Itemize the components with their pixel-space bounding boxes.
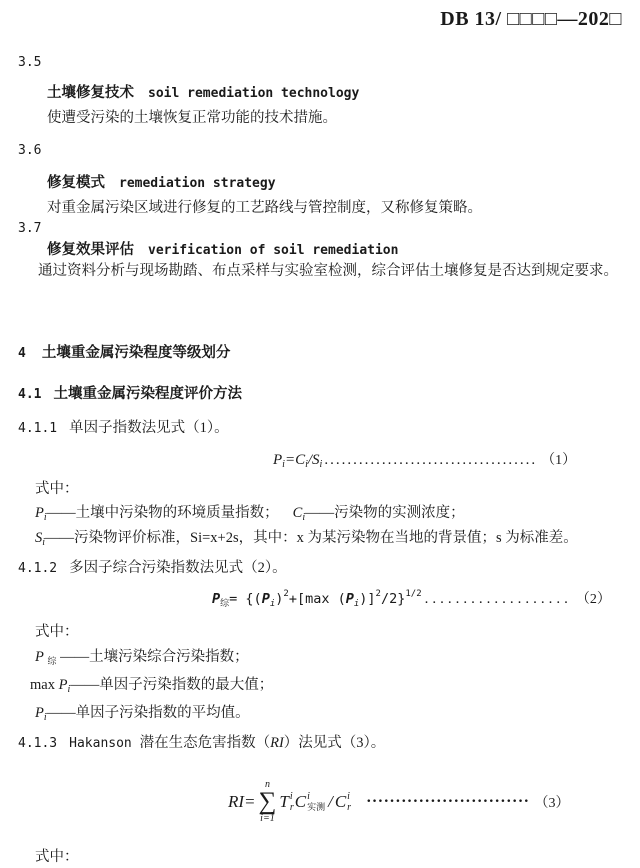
sum-upper-limit: n xyxy=(264,779,270,791)
formula-3-c1-sub: 实测 xyxy=(307,802,326,812)
formula-2-p2-sub: i xyxy=(353,599,360,609)
formula-1-eq: = xyxy=(284,452,296,468)
explain-3-label: 式中： xyxy=(35,849,79,865)
explain-1-sub-s: i xyxy=(42,537,46,548)
explain-2-sub-pmax: i xyxy=(67,684,71,695)
term-3-5-definition: 使遭受污染的土壤恢复正常功能的技术措施。 xyxy=(47,110,337,126)
term-3-7-definition: 通过资料分析与现场勘踏、布点采样与实验室检测，综合评估土壤修复是否达到规定要求。 xyxy=(38,263,618,279)
formula-2-sup-half: 1/2 xyxy=(405,589,422,599)
formula-3 xyxy=(228,770,569,834)
explain-2-sub-pavg: i xyxy=(43,712,47,723)
formula-1-var-p: P xyxy=(273,452,283,468)
chapter-4-heading xyxy=(18,341,230,362)
formula-2-close1: ) xyxy=(275,591,284,607)
formula-1-var-s: S xyxy=(312,452,320,468)
chapter-4-title: 土壤重金属污染程度等级划分 xyxy=(41,345,231,361)
explain-2-text-2: ——单因子污染指数的最大值； xyxy=(70,677,274,693)
section-4-1-number: 4.1 xyxy=(18,387,42,402)
explain-1-text-s: ——污染物评价标准，Si=x+2s，其中：x 为某污染物在当地的背景值；s 为标准差。 xyxy=(45,530,578,546)
term-3-5-heading xyxy=(47,81,359,102)
explain-1-line-1 xyxy=(35,501,465,523)
explain-1-text-p: ——土壤中污染物的环境质量指数； xyxy=(46,505,279,521)
formula-2-p2: P xyxy=(345,591,354,607)
formula-2-close2: )] xyxy=(359,591,376,607)
formula-3-t-scripts xyxy=(290,792,294,813)
formula-1-sub-s: i xyxy=(319,459,323,470)
explain-1-var-p: P xyxy=(35,505,44,521)
explain-2-var-pavg: P xyxy=(35,705,44,721)
explain-2-line-3 xyxy=(35,701,250,723)
explain-1-var-s: S xyxy=(35,530,43,546)
term-3-5-en: soil remediation technology xyxy=(148,86,360,101)
section-4-1-3-post: ）法见式（3）。 xyxy=(283,735,386,751)
section-4-1-3-hakanson: Hakanson xyxy=(69,736,140,751)
formula-3-c1-scripts xyxy=(307,792,325,812)
formula-2-p1-sub: i xyxy=(269,599,276,609)
formula-2-sub-zong: 综 xyxy=(220,599,230,609)
explain-2-var-p: P xyxy=(35,649,44,665)
formula-2-dot-leader: ................... xyxy=(424,591,572,607)
term-3-6-heading xyxy=(47,171,276,192)
formula-3-slash: / xyxy=(328,792,333,811)
explain-2-max: max xyxy=(30,677,59,693)
section-4-1-2-text: 多因子综合污染指数法见式（2）。 xyxy=(69,560,287,576)
section-4-1-1-lead xyxy=(18,416,229,437)
formula-3-number: （3） xyxy=(534,796,570,811)
formula-2-eq: = xyxy=(229,591,246,607)
formula-3-c2-scripts xyxy=(347,792,351,813)
formula-3-eq: = xyxy=(244,792,256,811)
formula-1-number: （1） xyxy=(541,453,577,468)
section-4-1-2-lead xyxy=(18,556,287,577)
term-3-5-zh: 土壤修复技术 xyxy=(47,85,134,101)
section-4-1-3-lead xyxy=(18,731,385,752)
section-3-5-number: 3.5 xyxy=(18,55,42,70)
formula-3-c1-sup: i xyxy=(307,791,310,802)
formula-2-div: /2} xyxy=(380,591,406,607)
explain-1-text-c: ——污染物的实测浓度； xyxy=(305,505,465,521)
term-3-7-zh: 修复效果评估 xyxy=(47,242,134,258)
explain-1-sub-c: i xyxy=(302,512,306,523)
term-3-6-en: remediation strategy xyxy=(119,176,276,191)
explain-2-sub-zong: 综 xyxy=(47,656,57,666)
formula-3-t-sup: i xyxy=(289,790,293,802)
formula-1-sub-p: i xyxy=(282,459,285,470)
explain-2-label: 式中： xyxy=(35,624,79,640)
formula-1-dot-leader: ..................................... xyxy=(324,452,538,468)
explain-2-line-2 xyxy=(30,673,273,695)
term-3-7-heading xyxy=(47,238,398,259)
sigma-icon: ∑ xyxy=(258,788,277,816)
formula-3-dot-leader: ···························· xyxy=(366,793,530,810)
explain-2-text-1: ——土壤污染综合污染指数； xyxy=(60,649,249,665)
term-3-7-en: verification of soil remediation xyxy=(148,243,399,258)
chapter-4-number: 4 xyxy=(18,346,26,361)
formula-2-number: （2） xyxy=(575,592,611,607)
section-4-1-3-number: 4.1.3 xyxy=(18,736,58,751)
formula-1-var-c: C xyxy=(295,452,306,468)
section-4-1-3-pre: 潜在生态危害指数（ xyxy=(139,735,271,751)
explain-1-var-c: C xyxy=(292,505,303,521)
explain-1-sub-p: i xyxy=(43,512,47,523)
formula-2 xyxy=(212,588,611,609)
formula-2-sup1: 2 xyxy=(283,589,289,599)
section-3-7-number: 3.7 xyxy=(18,221,42,236)
formula-2-mid: +[max ( xyxy=(288,591,346,607)
formula-3-lhs: RI xyxy=(228,792,245,811)
section-4-1-1-text: 单因子指数法见式（1）。 xyxy=(69,420,229,436)
formula-1 xyxy=(273,449,576,470)
explain-1-line-2 xyxy=(35,526,578,548)
formula-3-t-sub: r xyxy=(289,801,294,813)
formula-2-open: {( xyxy=(245,591,262,607)
explain-2-line-1 xyxy=(35,645,249,667)
sum-lower-limit: i=1 xyxy=(260,812,275,824)
section-4-1-2-number: 4.1.2 xyxy=(18,561,58,576)
section-4-1-1-number: 4.1.1 xyxy=(18,421,58,436)
formula-3-var-t: T xyxy=(279,792,289,811)
formula-3-var-c2: C xyxy=(334,792,347,811)
explain-1-label: 式中： xyxy=(35,481,79,497)
formula-3-c2-sub: r xyxy=(347,801,352,813)
formula-3-c2-sup: i xyxy=(347,790,350,802)
formula-3-var-c1: C xyxy=(294,792,307,811)
section-4-1-heading xyxy=(18,382,242,403)
formula-2-p1: P xyxy=(261,591,270,607)
formula-1-sub-c: i xyxy=(305,459,308,470)
formula-2-var-p: P xyxy=(212,591,221,607)
explain-2-text-3: ——单因子污染指数的平均值。 xyxy=(46,705,250,721)
doc-number-header: DB 13/ □□□□—202□ xyxy=(440,8,622,30)
formula-2-sup2: 2 xyxy=(375,589,381,599)
sum-symbol xyxy=(259,780,277,824)
term-3-6-zh: 修复模式 xyxy=(47,175,105,191)
section-3-6-number: 3.6 xyxy=(18,143,42,158)
explain-2-var-pmax: P xyxy=(58,677,68,693)
formula-1-slash: / xyxy=(307,452,313,468)
term-3-6-definition: 对重金属污染区域进行修复的工艺路线与管控制度，又称修复策略。 xyxy=(47,200,482,216)
section-4-1-title: 土壤重金属污染程度评价方法 xyxy=(53,386,242,402)
section-4-1-3-var-ri: RI xyxy=(270,735,284,751)
